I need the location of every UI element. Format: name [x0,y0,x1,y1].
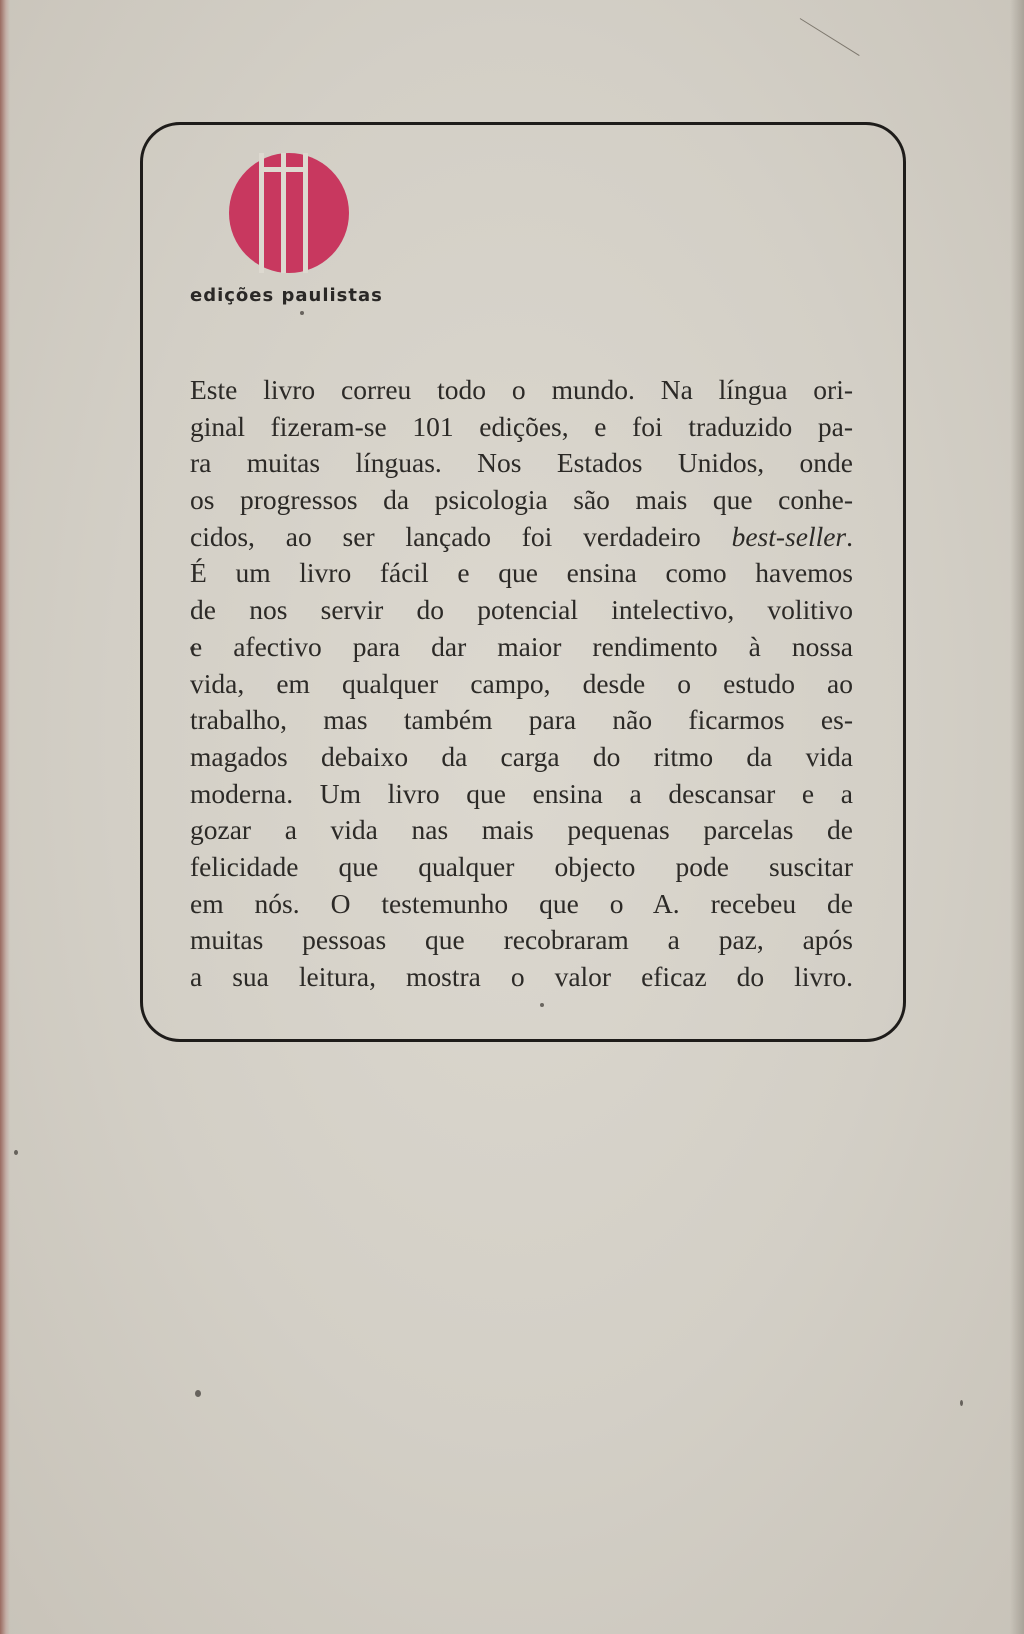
blurb-line: os progressos da psicologia são mais que conhe- [190,484,853,516]
blurb-line: ginal fizeram-se 101 edições, e foi traduzido pa- [190,410,853,442]
blurb-line: vida, em qualquer campo, desde o estudo ao [190,667,853,699]
blurb-line-best-seller [190,519,853,556]
blurb-line-prefix: cidos, ao ser lançado foi verdadeiro [190,520,701,552]
blurb-line: É um livro fácil e que ensina como havemos [190,557,853,589]
blurb-line: a sua leitura, mostra o valor eficaz do livro. [190,961,853,992]
cover-edge-left [0,0,10,1634]
blurb-line: felicidade que qualquer objecto pode suscitar [190,850,853,882]
wear-speck [14,1150,18,1155]
blurb-line: de nos servir do potencial intelectivo, volitivo [190,594,853,626]
blurb-line: muitas pessoas que recobraram a paz, após [190,924,853,956]
blurb-line: gozar a vida nas mais pequenas parcelas de [190,814,853,846]
blurb-text [190,372,853,996]
blurb-line: moderna. Um livro que ensina a descansar e a [190,777,853,809]
blurb-line: trabalho, mas também para não ficarmos es- [190,704,853,736]
cover-edge-right [1010,0,1024,1634]
publisher-name: edições paulistas [190,285,383,306]
edicoes-paulistas-logo-icon [229,153,349,273]
blurb-line-suffix: . [846,520,853,552]
best-seller-emphasis: best-seller [731,520,847,552]
wear-speck [960,1400,963,1406]
blurb-line: ra muitas línguas. Nos Estados Unidos, onde [190,447,853,479]
cover-crease [800,18,860,56]
blurb-line: em nós. O testemunho que o A. recebeu de [190,887,853,919]
blurb-line: Este livro correu todo o mundo. Na língua ori- [190,374,853,405]
wear-speck [195,1390,201,1397]
blurb-line: magados debaixo da carga do ritmo da vida [190,740,853,772]
blurb-line: e afectivo para dar maior rendimento à nossa [190,630,853,662]
